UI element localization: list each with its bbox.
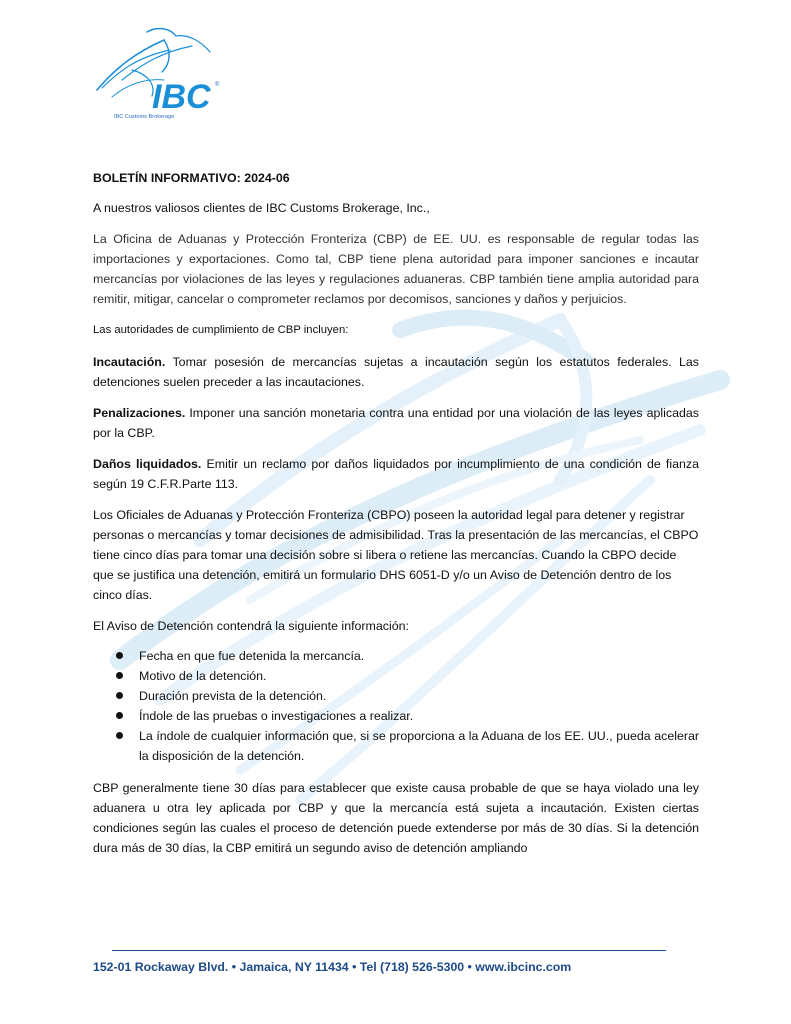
- footer-address: 152-01 Rockaway Blvd. • Jamaica, NY 11434 • Tel (718) 526-5300 • www.ibcinc.com: [93, 960, 572, 974]
- authority-term: Daños liquidados.: [93, 457, 202, 471]
- list-item: Motivo de la detención.: [93, 666, 699, 686]
- bullet-icon: [116, 692, 123, 699]
- authority-penalties: [93, 403, 699, 443]
- bullet-icon: [116, 652, 123, 659]
- list-item: Índole de las pruebas o investigaciones a realizar.: [93, 706, 699, 726]
- authorities-intro: Las autoridades de cumplimiento de CBP incluyen:: [93, 324, 349, 336]
- list-item: Duración prevista de la detención.: [93, 686, 699, 706]
- authority-term: Incautación.: [93, 355, 166, 369]
- bullet-icon: [116, 712, 123, 719]
- footer-divider: [112, 950, 666, 951]
- authority-term: Penalizaciones.: [93, 406, 186, 420]
- bulletin-title: BOLETÍN INFORMATIVO: 2024-06: [93, 171, 290, 185]
- authority-text: Imponer una sanción monetaria contra una entidad por una violación de las leyes aplicadas por la CBP.: [93, 406, 699, 440]
- greeting: A nuestros valiosos clientes de IBC Customs Brokerage, Inc.,: [93, 201, 430, 215]
- notice-list: [93, 646, 699, 766]
- logo-mark: IBC: [152, 78, 211, 116]
- cbpo-paragraph: Los Oficiales de Aduanas y Protección Fronteriza (CBPO) poseen la autoridad legal para detener y registrar personas o mercancías y tomar decisiones de admisibilidad. Tras la presentación de las mercancías, el CBPO tiene cinco días para tomar una decisión sobre si libera o retiene las mercancías. Cuando la CBPO decide que se justifica una detención, emitirá un formulario DHS 6051-D y/o un Aviso de Detención dentro de los cinco días.: [93, 508, 699, 602]
- notice-intro: El Aviso de Detención contendrá la siguiente información:: [93, 619, 409, 633]
- authority-text: Tomar posesión de mercancías sujetas a incautación según los estatutos federales. Las detenciones suelen preceder a las incautaciones.: [93, 355, 699, 389]
- registered-mark: ®: [215, 82, 220, 88]
- logo-subtitle: IBC Customs Brokerage: [114, 114, 175, 120]
- list-item: Fecha en que fue detenida la mercancía.: [93, 646, 699, 666]
- bullet-icon: [116, 672, 123, 679]
- authority-text: Emitir un reclamo por daños liquidados por incumplimiento de una condición de fianza según 19 C.F.R.Parte 113.: [93, 457, 699, 491]
- list-item: La índole de cualquier información que, si se proporciona a la Aduana de los EE. UU., pueda acelerar la disposición de la detención.: [93, 726, 699, 766]
- bullet-icon: [116, 732, 123, 739]
- intro-paragraph: La Oficina de Aduanas y Protección Fronteriza (CBP) de EE. UU. es responsable de regular todas las importaciones y exportaciones. Como tal, CBP tiene plena autoridad para imponer sanciones e incautar mercancías por violaciones de las leyes y regulaciones aduaneras. CBP también tiene amplia autoridad para remitir, mitigar, cancelar o comprometer reclamos por decomisos, sanciones y daños y perjuicios.: [93, 232, 699, 306]
- authority-seizure: [93, 352, 699, 392]
- authority-liquidated-damages: [93, 454, 699, 494]
- company-logo: [92, 22, 232, 122]
- bulletin-body: [93, 168, 699, 858]
- closing-paragraph: CBP generalmente tiene 30 días para establecer que existe causa probable de que se haya violado una ley aduanera u otra ley aplicada por CBP y que la mercancía está sujeta a incautación. Existen ciertas condiciones según las cuales el proceso de detención puede extenderse por más de 30 días. Si la detención dura más de 30 días, la CBP emitirá un segundo aviso de detención ampliando: [93, 781, 699, 855]
